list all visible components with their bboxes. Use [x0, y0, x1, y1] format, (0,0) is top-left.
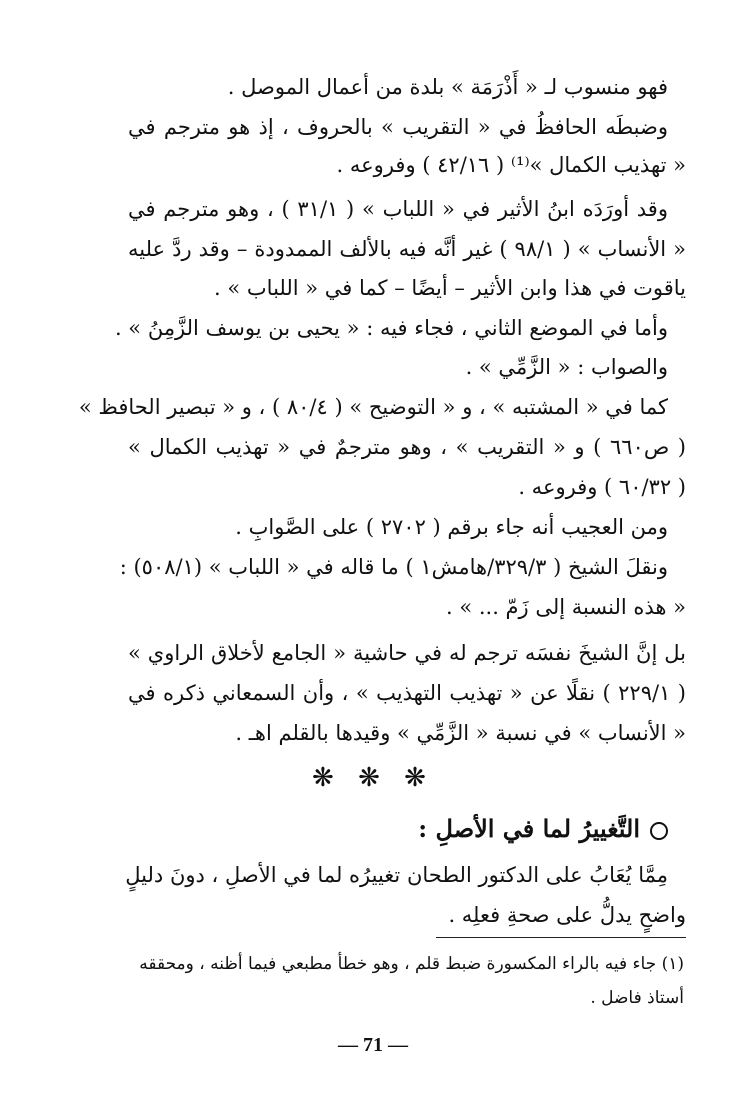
text-line-10: ( ص٦٦٠ ) و « التقريب » ، وهو مترجمٌ في « تهذيب الكمال »	[128, 435, 686, 459]
section-line-1: مِمَّا يُعَابُ على الدكتور الطحان تغييرُه لما في الأصلِ ، دونَ دليلٍ	[125, 863, 668, 887]
text-line-5: « الأنساب » ( ٩٨/١ ) غير أنَّه فيه بالألف الممدودة – وقد ردَّ عليه	[128, 237, 686, 261]
section-heading	[128, 812, 668, 846]
text-line-16: ( ٢٢٩/١ ) نقلًا عن « تهذيب التهذيب » ، وأن السمعاني ذكره في	[128, 681, 686, 705]
text-line-12: ومن العجيب أنه جاء برقم ( ٢٧٠٢ ) على الصَّوابِ .	[235, 515, 668, 539]
text-line-2: وضبطَه الحافظُ في « التقريب » بالحروف ، إذ هو مترجم في	[128, 115, 668, 139]
text-line-14: « هذه النسبة إلى زَمّ ... » .	[445, 595, 686, 619]
text-line-6: ياقوت في هذا وابن الأثير – أيضًا – كما في « اللباب » .	[214, 276, 686, 300]
text-line-17: « الأنساب » في نسبة « الزَّمِّي » وقيدها بالقلم اهـ .	[235, 721, 686, 745]
section-separator: ❋ ❋ ❋	[312, 763, 434, 793]
text-line-9: كما في « المشتبه » ، و « التوضيح » ( ٨٠/٤ ) ، و « تبصير الحافظ »	[78, 395, 668, 419]
text-line-1: فهو منسوب لـ « أَذْرَمَة » بلدة من أعمال الموصل .	[227, 75, 668, 99]
section-line-2: واضحٍ يدلُّ على صحةِ فعلِه .	[448, 903, 686, 927]
circle-bullet-icon	[650, 822, 668, 840]
text-line-3: « تهذيب الكمال »⁽¹⁾ ( ٤٢/١٦ ) وفروعه .	[336, 153, 686, 177]
text-line-15: بل إنَّ الشيخَ نفسَه ترجم له في حاشية « الجامع لأخلاق الراوي »	[128, 641, 686, 665]
section-heading-text: التَّغييرُ لما في الأصلِ :	[418, 814, 640, 843]
page-number: — 71 —	[338, 1034, 408, 1056]
text-line-13: ونقلَ الشيخ ( ٣٢٩/٣/هامش١ ) ما قاله في « اللباب » (٥٠٨/١) :	[119, 555, 668, 579]
text-line-11: ( ٦٠/٣٢ ) وفروعه .	[518, 475, 686, 499]
text-line-8: والصواب : « الزَّمِّي » .	[465, 355, 668, 379]
text-line-4: وقد أورَدَه ابنُ الأثير في « اللباب » ( ٣١/١ ) ، وهو مترجم في	[128, 197, 668, 221]
footnote-line-2: أستاذ فاضل .	[590, 988, 684, 1008]
footnote-line-1: (١) جاء فيه بالراء المكسورة ضبط قلم ، وهو خطأ مطبعي فيما أظنه ، ومحققه	[139, 954, 684, 974]
text-line-7: وأما في الموضع الثاني ، فجاء فيه : « يحيى بن يوسف الزَّمِنُ » .	[114, 316, 668, 340]
footnote-rule	[436, 937, 686, 938]
